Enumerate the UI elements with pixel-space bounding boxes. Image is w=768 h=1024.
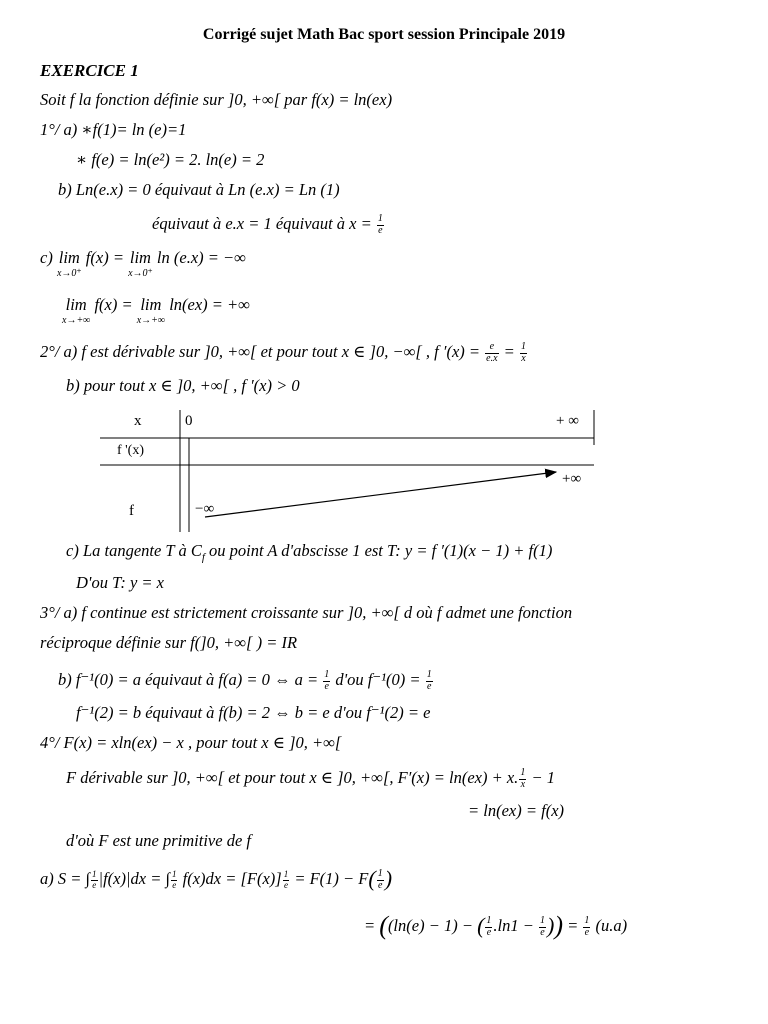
q4-line2: F dérivable sur ]0, +∞[ et pour tout x ∈ ]0, +∞[, F′(x) = ln(ex) + x. $\frac{1}{x}$ − 1: [66, 767, 555, 790]
q4a-line1: a) S = ∫ $\frac{1}{e}$ |f(x)|dx = ∫ $\frac{1}{e}$ f(x)dx = [F(x)] $\frac{1}{e}$ = F(1) − F( $\frac{1}{e}$ ): [40, 866, 393, 891]
q4-line1: 4°/ F(x) = xln(ex) − x , pour tout x ∈ ]0, +∞[: [40, 733, 342, 752]
limit-x-to-0-b: lim x→0⁺: [128, 248, 153, 279]
q2b-line: b) pour tout x ∈ ]0, +∞[ , f ′(x) > 0: [66, 376, 300, 395]
variation-table: [0, 405, 768, 535]
q1b-line2: [152, 214, 385, 236]
increasing-arrow: [205, 472, 556, 517]
q2c-line1: c) La tangente T à $C_f$ ou point A d'abscisse 1 est T: y = f ′(1)(x − 1) + f(1): [66, 541, 553, 564]
q1a-line2: ∗ f(e) = ln(e²) = 2. ln(e) = 2: [76, 150, 265, 169]
limit-x-to-inf-b: lim x→+∞: [136, 295, 166, 326]
q3a-line1: 3°/ a) f continue est strictement croissante sur ]0, +∞[ d où f admet une fonction: [40, 603, 573, 622]
q1c-limit-line1: c) lim x→0⁺ f(x) = lim x→0⁺ ln (e.x) = −∞: [40, 248, 246, 279]
q1b-line1: b) Ln(e.x) = 0 équivaut à Ln (e.x) = Ln (1): [58, 180, 340, 199]
table-fprime-label: f '(x): [117, 443, 145, 458]
q1a-line1: 1°/ a) ∗f(1)= ln (e)=1: [40, 120, 187, 139]
q4-line4: d'où F est une primitive de f: [66, 831, 251, 850]
table-x-label: x: [134, 413, 142, 429]
q4a-line2: = ((ln(e) − 1) − ( $\frac{1}{e}$ .ln1 − $\frac{1}{e}$ )) = $\frac{1}{e}$ (u.a): [364, 911, 628, 940]
q2a-line: 2°/ a) f est dérivable sur ]0, +∞[ et pour tout x ∈ ]0, −∞[ , f ′(x) = $\frac{e}{e.x}$ = $\frac{1}{x}$: [40, 341, 526, 364]
q1b-text: équivaut à e.x = 1 équivaut à x =: [152, 213, 372, 233]
table-x-end: + ∞: [556, 413, 579, 429]
limit-x-to-0: lim x→0⁺: [56, 248, 82, 279]
intro-line: Soit f la fonction définie sur ]0, +∞[ par f(x) = ln(ex): [40, 90, 393, 109]
limit-x-to-inf: lim x→+∞: [62, 295, 91, 326]
q1c-limit-line2: lim x→+∞ f(x) = lim x→+∞ ln(ex) = +∞: [62, 295, 250, 326]
table-f-start: −∞: [195, 501, 215, 517]
exercise-heading: EXERCICE 1: [40, 61, 139, 80]
q3b-line1: b) f⁻¹(0) = a équivaut à f(a) = 0 ⇔ a = $\frac{1}{e}$ d'ou f⁻¹(0) = $\frac{1}{e}$: [58, 669, 432, 692]
table-f-label: f: [129, 503, 134, 519]
table-f-end: +∞: [562, 471, 582, 487]
fraction-1-over-e: $\frac{1}{e}$: [377, 213, 383, 236]
q3a-line2: réciproque définie sur f(]0, +∞[ ) = IR: [40, 633, 298, 652]
q2c-line2: D'ou T: y = x: [76, 573, 164, 592]
q4-line3: = ln(ex) = f(x): [468, 801, 565, 820]
table-x-start: 0: [185, 413, 193, 429]
q3b-line2: f⁻¹(2) = b équivaut à f(b) = 2 ⇔ b = e d'ou f⁻¹(2) = e: [76, 703, 431, 722]
page-title: Corrigé sujet Math Bac sport session Principale 2019: [202, 26, 566, 43]
